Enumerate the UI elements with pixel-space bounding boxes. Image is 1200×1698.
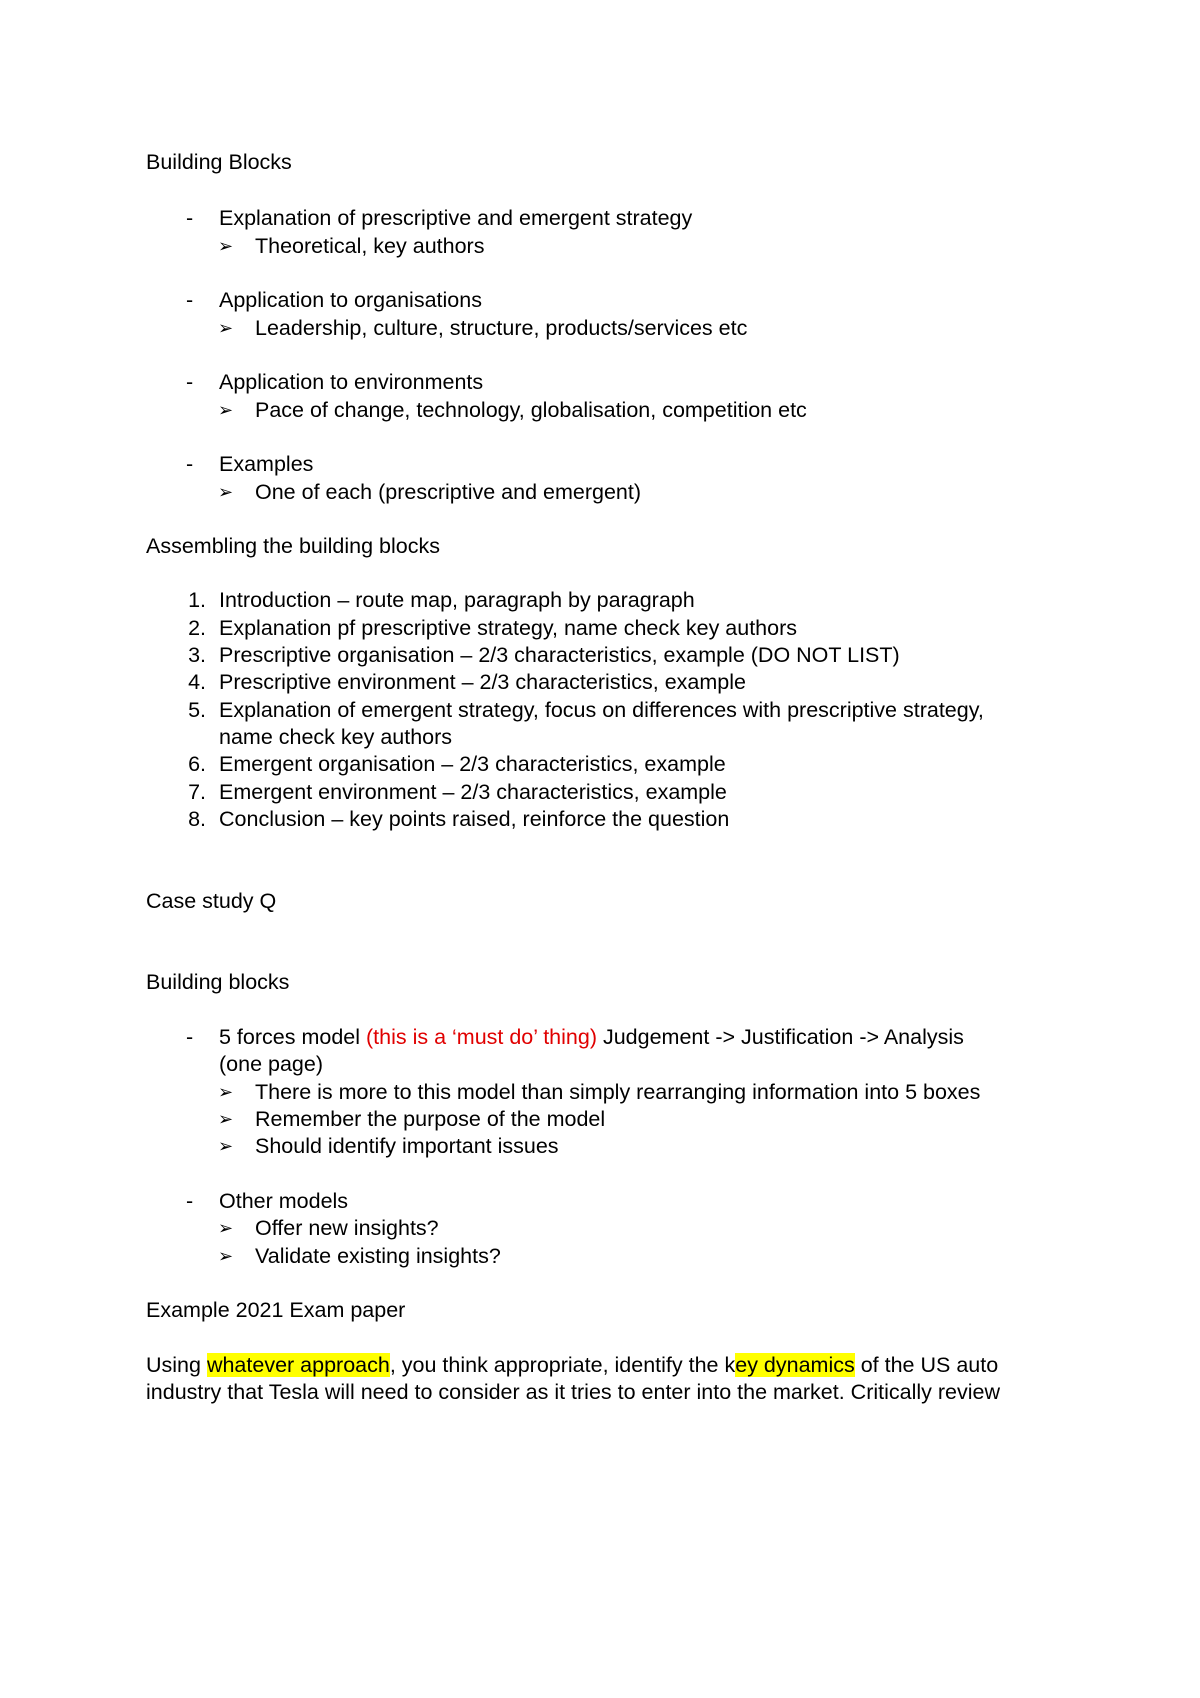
list-item-text-cont: (one page) (219, 1052, 323, 1076)
exam-text: , you think appropriate, identify the k (389, 1353, 736, 1377)
item-number: 6. (188, 752, 206, 776)
arrow-bullet-icon: ➢ (218, 318, 234, 338)
sub-item-text: Validate existing insights? (255, 1244, 501, 1268)
item-number: 4. (188, 670, 206, 694)
sub-item-text: Offer new insights? (255, 1216, 439, 1240)
numbered-item-text-cont: name check key authors (219, 725, 453, 749)
arrow-bullet-icon: ➢ (218, 1136, 234, 1156)
sub-item-text: Should identify important issues (255, 1134, 559, 1158)
sub-item-text: There is more to this model than simply rearranging information into 5 boxes (255, 1080, 981, 1104)
dash-bullet: - (186, 452, 194, 476)
item-number: 8. (188, 807, 206, 831)
highlight-key-dynamics: ey dynamics (735, 1353, 855, 1377)
arrow-bullet-icon: ➢ (218, 1082, 234, 1102)
heading-assembling: Assembling the building blocks (146, 534, 440, 558)
forces-text-end: Judgement -> Justification -> Analysis (597, 1025, 964, 1049)
must-do-note: (this is a ‘must do’ thing) (365, 1025, 597, 1049)
heading-exam-paper: Example 2021 Exam paper (146, 1298, 406, 1322)
dash-bullet: - (186, 288, 194, 312)
exam-text: Using (146, 1353, 207, 1377)
list-item-text: Application to organisations (219, 288, 482, 312)
sub-item-text: Leadership, culture, structure, products/services etc (255, 316, 748, 340)
dash-bullet: - (186, 370, 194, 394)
list-item-text: Examples (219, 452, 314, 476)
exam-question-line1 (146, 1350, 998, 1380)
list-item-text (219, 1022, 964, 1052)
numbered-item-text: Conclusion – key points raised, reinforce the question (219, 807, 730, 831)
item-number: 2. (188, 616, 206, 640)
heading-building-blocks-2: Building blocks (146, 970, 290, 994)
numbered-item-text: Prescriptive organisation – 2/3 characteristics, example (DO NOT LIST) (219, 643, 900, 667)
arrow-bullet-icon: ➢ (218, 236, 234, 256)
list-item-text: Other models (219, 1189, 349, 1213)
sub-item-text: One of each (prescriptive and emergent) (255, 480, 642, 504)
arrow-bullet-icon: ➢ (218, 400, 234, 420)
dash-bullet: - (186, 206, 194, 230)
item-number: 5. (188, 698, 206, 722)
numbered-item-text: Introduction – route map, paragraph by paragraph (219, 588, 695, 612)
arrow-bullet-icon: ➢ (218, 1218, 234, 1238)
forces-text-start: 5 forces model (219, 1025, 366, 1049)
item-number: 1. (188, 588, 206, 612)
numbered-item-text: Explanation pf prescriptive strategy, name check key authors (219, 616, 798, 640)
arrow-bullet-icon: ➢ (218, 482, 234, 502)
sub-item-text: Theoretical, key authors (255, 234, 485, 258)
sub-item-text: Remember the purpose of the model (255, 1107, 606, 1131)
exam-question-line2: industry that Tesla will need to consider as it tries to enter into the market. Critically review (146, 1380, 1000, 1404)
list-item-text: Explanation of prescriptive and emergent strategy (219, 206, 693, 230)
heading-building-blocks: Building Blocks (146, 150, 292, 174)
numbered-item-text: Emergent organisation – 2/3 characteristics, example (219, 752, 726, 776)
list-item-text: Application to environments (219, 370, 484, 394)
arrow-bullet-icon: ➢ (218, 1246, 234, 1266)
numbered-item-text: Explanation of emergent strategy, focus on differences with prescriptive strategy, (219, 698, 984, 722)
numbered-item-text: Prescriptive environment – 2/3 characteristics, example (219, 670, 746, 694)
heading-case-study: Case study Q (146, 889, 277, 913)
document-page (146, 0, 1066, 1698)
dash-bullet: - (186, 1025, 194, 1049)
item-number: 7. (188, 780, 206, 804)
arrow-bullet-icon: ➢ (218, 1109, 234, 1129)
numbered-item-text: Emergent environment – 2/3 characteristics, example (219, 780, 727, 804)
dash-bullet: - (186, 1189, 194, 1213)
sub-item-text: Pace of change, technology, globalisation, competition etc (255, 398, 807, 422)
item-number: 3. (188, 643, 206, 667)
exam-text: of the US auto (854, 1353, 999, 1377)
highlight-whatever-approach: whatever approach (206, 1353, 390, 1377)
